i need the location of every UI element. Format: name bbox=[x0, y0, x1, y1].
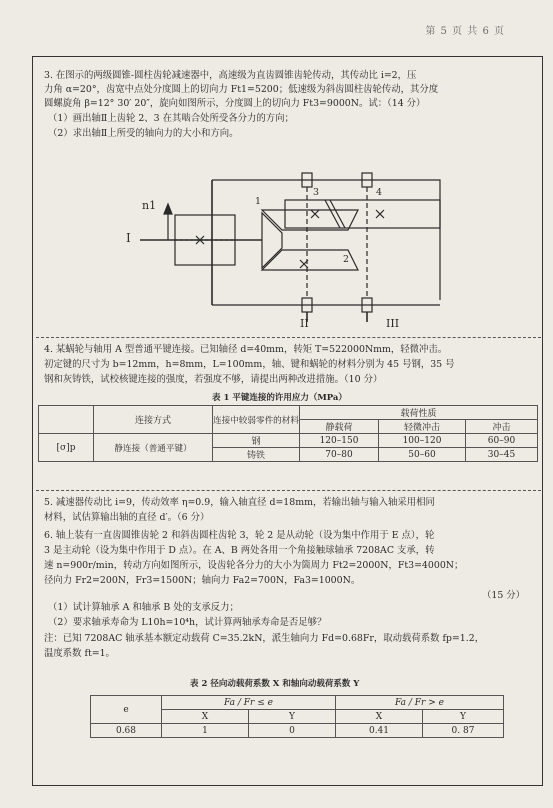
shaft-II-label: II bbox=[300, 317, 309, 330]
td-x1: 1 bbox=[162, 724, 249, 738]
th-x1: X bbox=[162, 710, 249, 724]
th-impact: 冲击 bbox=[466, 420, 538, 434]
q6-line-2: 3 是主动轮（设为集中作用于 D 点）。在 A、B 两处各用一个角接触球轴承 7208AC 支承，转 bbox=[44, 545, 435, 556]
td-light-1: 50–60 bbox=[379, 448, 466, 462]
n1-label: n1 bbox=[142, 199, 157, 212]
q3-sub-2: （2）求出轴Ⅱ上所受的轴向力的大小和方向。 bbox=[48, 128, 239, 139]
q3-line-3: 圆螺旋角 β=12° 30′ 20″，旋向如图所示，分度圆上的切向力 Ft3=9000N。试：（14 分） bbox=[44, 98, 426, 109]
q4-line-1: 4. 某蜗轮与轴用 A 型普通平键连接。已知轴径 d=40mm，转矩 T=522000Nmm，轻微冲击。 bbox=[44, 344, 448, 355]
td-y2: 0. 87 bbox=[423, 724, 504, 738]
table-2-caption: 表 2 径向动载荷系数 X 和轴向动载荷系数 Y bbox=[190, 679, 360, 689]
td-x2: 0.41 bbox=[336, 724, 423, 738]
td-material-1: 铸铁 bbox=[213, 448, 300, 462]
q6-note-2: 温度系数 ft=1。 bbox=[44, 648, 115, 659]
table-1-caption: 表 1 平键连接的许用应力（MPa） bbox=[212, 393, 347, 403]
td-method: 静连接（普通平键） bbox=[94, 434, 213, 462]
q4-line-2: 初定键的尺寸为 b=12mm，h=8mm，L=100mm，轴、键和蜗轮的材料分别为 45 号钢，35 号 bbox=[44, 359, 455, 370]
th-material: 连接中较弱零件的材料 bbox=[213, 406, 300, 434]
th-x2: X bbox=[336, 710, 423, 724]
gear-2-label: 2 bbox=[343, 254, 349, 265]
td-static-1: 70–80 bbox=[300, 448, 379, 462]
td-sym: [σ]p bbox=[39, 434, 94, 462]
td-light-0: 100–120 bbox=[379, 434, 466, 448]
divider bbox=[36, 337, 541, 338]
divider bbox=[36, 490, 541, 491]
q6-line-1: 6. 轴上装有一直齿圆锥齿轮 2 和斜齿圆柱齿轮 3，轮 2 是从动轮（设为集中作用于 E 点），轮 bbox=[44, 530, 435, 541]
th-e: e bbox=[91, 696, 162, 724]
td-static-0: 120–150 bbox=[300, 434, 379, 448]
shaft-I-label: I bbox=[126, 231, 131, 245]
th-y1: Y bbox=[249, 710, 336, 724]
q6-sub-1: （1）试计算轴承 A 和轴承 B 处的支承反力； bbox=[48, 602, 239, 613]
td-e: 0.68 bbox=[91, 724, 162, 738]
table-1 bbox=[38, 405, 538, 462]
th-load: 载荷性质 bbox=[300, 406, 538, 420]
gear-1-label: 1 bbox=[255, 196, 261, 207]
shaft-III-label: III bbox=[386, 317, 400, 330]
page-number: 第 5 页 共 6 页 bbox=[425, 26, 505, 37]
td-y1: 0 bbox=[249, 724, 336, 738]
th-le: Fa / Fr ≤ e bbox=[162, 696, 336, 710]
th-method: 连接方式 bbox=[94, 406, 213, 434]
th-static: 静载荷 bbox=[300, 420, 379, 434]
th-gt: Fa / Fr > e bbox=[336, 696, 504, 710]
th-light: 轻微冲击 bbox=[379, 420, 466, 434]
gear-4-label: 4 bbox=[376, 187, 382, 198]
th-y2: Y bbox=[423, 710, 504, 724]
q6-line-4: 径向力 Fr2=200N，Fr3=1500N；轴向力 Fa2=700N，Fa3=1000N。 bbox=[44, 575, 361, 586]
q6-line-3: 速 n=900r/min，转动方向如图所示，设齿轮各分力的大小为箇周力 Ft2=2000N，Ft3=4000N； bbox=[44, 560, 464, 571]
q3-line-2: 力角 α=20°，齿宽中点处分度圆上的切向力 Ft1=5200；低速级为斜齿圆柱齿轮传动，其分度 bbox=[44, 84, 439, 95]
q6-score: （15 分） bbox=[482, 590, 526, 601]
q5-line-2: 材料，试估算输出轴的直径 d′。（6 分） bbox=[44, 512, 210, 523]
table-2 bbox=[90, 695, 504, 738]
q5-line-1: 5. 减速器传动比 i=9，传动效率 η=0.9，输入轴直径 d=18mm，若输出轴与输入轴采用相同 bbox=[44, 497, 435, 508]
q6-sub-2: （2）要求轴承寿命为 L10h=10⁴h，试计算两轴承寿命是否足够？ bbox=[48, 617, 327, 628]
q4-line-3: 钢和灰铸铁，试校核键连接的强度，若强度不够，请提出两种改进措施。（10 分） bbox=[44, 374, 383, 385]
q3-sub-1: （1）画出轴Ⅱ上齿轮 2、3 在其啮合处所受各分力的方向； bbox=[48, 113, 294, 124]
td-impact-1: 30–45 bbox=[466, 448, 538, 462]
q6-note-1: 注：已知 7208AC 轴承基本额定动载荷 C=35.2kN，派生轴向力 Fd=0.68Fr，取动载荷系数 fp=1.2， bbox=[44, 633, 485, 644]
q3-line-1: 3. 在图示的两级圆锥-圆柱齿轮减速器中，高速级为直齿圆锥齿轮传动，其传动比 i=2，压 bbox=[44, 70, 417, 81]
td-material-0: 钢 bbox=[213, 434, 300, 448]
gear-3-label: 3 bbox=[313, 187, 319, 198]
td-impact-0: 60–90 bbox=[466, 434, 538, 448]
